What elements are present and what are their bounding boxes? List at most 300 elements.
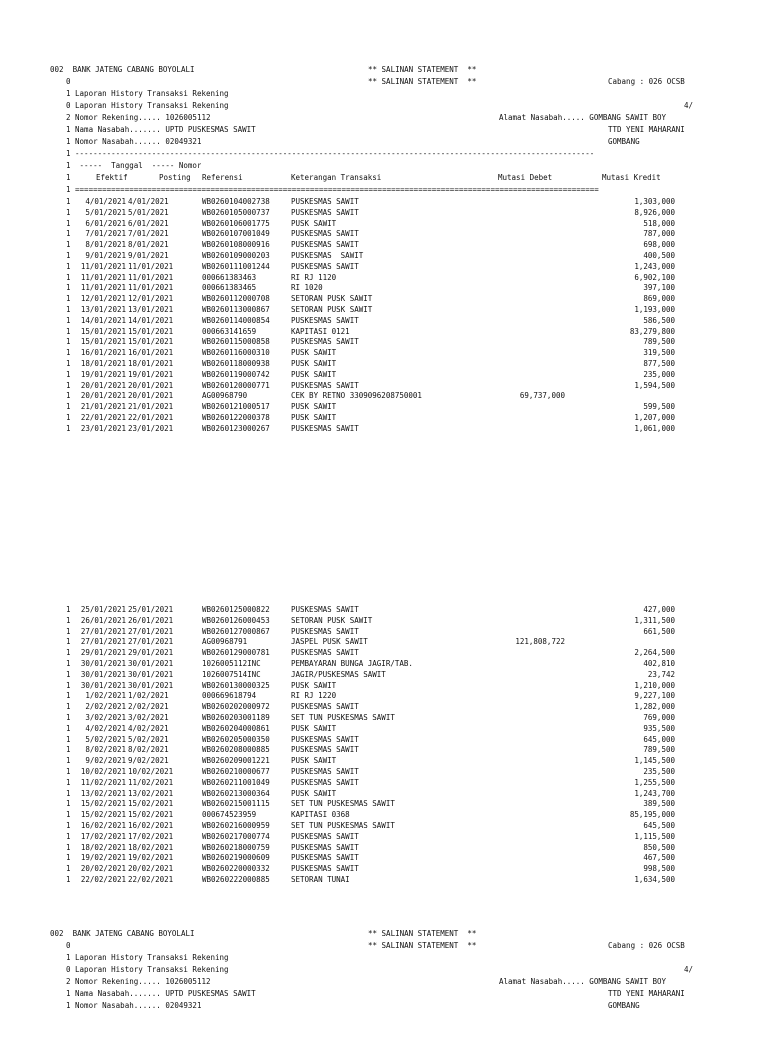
row-flag: 1 bbox=[66, 337, 71, 347]
effective-date: 30/01/2021 bbox=[80, 680, 126, 690]
row-flag: 1 bbox=[66, 767, 71, 776]
credit-amount: 6,902,100 bbox=[634, 272, 675, 282]
posting-date: 26/01/2021 bbox=[128, 615, 174, 625]
effective-date: 1/02/2021 bbox=[85, 691, 126, 701]
transaction-description: SETORAN PUSK SAWIT bbox=[291, 294, 373, 304]
credit-amount: 1,061,000 bbox=[634, 423, 675, 433]
effective-date: 5/02/2021 bbox=[85, 734, 126, 744]
reference-number: WB0260217000774 bbox=[202, 831, 270, 841]
credit-amount: 586,500 bbox=[643, 315, 675, 325]
salinan-statement: ** SALINAN STATEMENT ** bbox=[368, 941, 477, 950]
transaction-description: PUSK SAWIT bbox=[291, 413, 337, 422]
posting-date: 7/01/2021 bbox=[128, 229, 169, 239]
posting-date: 2/02/2021 bbox=[128, 702, 169, 712]
reference-number: WB0260210000677 bbox=[202, 767, 270, 776]
reference-number: WB0260121000517 bbox=[202, 402, 270, 412]
row-flag: 1 bbox=[66, 669, 71, 679]
credit-amount: 869,000 bbox=[643, 294, 675, 304]
reference-number: WB0260120000771 bbox=[202, 380, 270, 390]
transaction-description: PUSKESMAS SAWIT bbox=[291, 423, 359, 433]
posting-date: 14/01/2021 bbox=[128, 315, 174, 325]
transaction-description: PUSKESMAS SAWIT bbox=[291, 831, 359, 841]
reference-number: AG00968791 bbox=[202, 637, 248, 647]
posting-date: 22/01/2021 bbox=[128, 413, 174, 422]
transaction-description: KAPITASI 0368 bbox=[291, 810, 350, 820]
credit-amount: 998,500 bbox=[643, 864, 675, 874]
credit-amount: 1,282,000 bbox=[634, 702, 675, 712]
reference-number: WB0260129000781 bbox=[202, 648, 270, 658]
reference-number: AG00968790 bbox=[202, 391, 248, 401]
transaction-description: PEMBAYARAN BUNGA JAGIR/TAB. bbox=[291, 659, 413, 668]
reference-number: WB0260108000916 bbox=[202, 240, 270, 250]
transaction-description: PUSKESMAS SAWIT bbox=[291, 240, 359, 250]
reference-number: WB0260104002738 bbox=[202, 197, 270, 206]
effective-date: 4/01/2021 bbox=[85, 197, 126, 206]
effective-date: 14/01/2021 bbox=[80, 315, 126, 325]
effective-date: 15/02/2021 bbox=[80, 810, 126, 820]
posting-date: 17/02/2021 bbox=[128, 831, 174, 841]
credit-amount: 698,000 bbox=[643, 240, 675, 250]
row-flag: 1 bbox=[66, 637, 71, 647]
transaction-description: PUSK SAWIT bbox=[291, 680, 337, 690]
posting-date: 30/01/2021 bbox=[128, 680, 174, 690]
cabang-label: Cabang : 026 OCSB bbox=[608, 941, 685, 950]
posting-date: 19/02/2021 bbox=[128, 853, 174, 863]
effective-date: 16/01/2021 bbox=[80, 348, 126, 358]
credit-amount: 397,100 bbox=[643, 283, 675, 293]
credit-amount: 1,303,000 bbox=[634, 197, 675, 206]
credit-amount: 789,500 bbox=[643, 745, 675, 755]
posting-date: 8/01/2021 bbox=[128, 240, 169, 250]
column-header-debet: Mutasi Debet bbox=[498, 173, 553, 182]
effective-date: 12/01/2021 bbox=[80, 294, 126, 304]
effective-date: 13/01/2021 bbox=[80, 305, 126, 314]
credit-amount: 83,279,800 bbox=[629, 326, 675, 336]
row-flag: 1 bbox=[66, 402, 71, 412]
posting-date: 11/01/2021 bbox=[128, 283, 174, 293]
effective-date: 21/01/2021 bbox=[80, 402, 126, 412]
transaction-description: PUSK SAWIT bbox=[291, 218, 337, 228]
report-title: 0 Laporan History Transaksi Rekening bbox=[66, 101, 229, 110]
transaction-description: PUSK SAWIT bbox=[291, 723, 337, 733]
effective-date: 20/02/2021 bbox=[80, 864, 126, 874]
credit-amount: 518,000 bbox=[643, 218, 675, 228]
transaction-description: PUSK SAWIT bbox=[291, 348, 337, 358]
reference-number: 000661383465 bbox=[202, 283, 257, 293]
row-flag: 1 bbox=[66, 240, 71, 250]
effective-date: 30/01/2021 bbox=[80, 669, 126, 679]
posting-date: 1/02/2021 bbox=[128, 691, 169, 701]
credit-amount: 1,594,500 bbox=[634, 380, 675, 390]
row-flag: 1 bbox=[66, 369, 71, 379]
transaction-description: SET TUN PUSKESMAS SAWIT bbox=[291, 799, 395, 809]
page-number: 4/ bbox=[684, 965, 694, 974]
effective-date: 4/02/2021 bbox=[85, 723, 126, 733]
credit-amount: 645,500 bbox=[643, 821, 675, 830]
effective-date: 27/01/2021 bbox=[80, 637, 126, 647]
transaction-description: PUSKESMAS SAWIT bbox=[291, 702, 359, 712]
row-flag: 1 bbox=[66, 359, 71, 368]
transaction-description: JASPEL PUSK SAWIT bbox=[291, 637, 368, 647]
reference-number: 1026007514INC bbox=[202, 669, 261, 679]
transaction-description: SET TUN PUSKESMAS SAWIT bbox=[291, 821, 395, 830]
customer-address: Alamat Nasabah..... GOMBANG SAWIT BOY bbox=[499, 977, 667, 986]
effective-date: 17/02/2021 bbox=[80, 831, 126, 841]
effective-date: 18/02/2021 bbox=[80, 842, 126, 852]
credit-amount: 1,634,500 bbox=[634, 875, 675, 884]
row-flag: 1 bbox=[66, 756, 71, 766]
posting-date: 4/02/2021 bbox=[128, 723, 169, 733]
credit-amount: 402,810 bbox=[643, 659, 675, 668]
effective-date: 18/01/2021 bbox=[80, 359, 126, 368]
column-header-keterangan: Keterangan Transaksi bbox=[291, 173, 382, 182]
cabang-label: Cabang : 026 OCSB bbox=[608, 77, 685, 86]
row-flag: 1 bbox=[66, 626, 71, 636]
posting-date: 23/01/2021 bbox=[128, 423, 174, 433]
row-flag: 1 bbox=[66, 294, 71, 304]
posting-date: 4/01/2021 bbox=[128, 197, 169, 206]
report-title: 0 Laporan History Transaksi Rekening bbox=[66, 965, 229, 974]
credit-amount: 1,255,500 bbox=[634, 777, 675, 787]
credit-amount: 769,000 bbox=[643, 713, 675, 722]
effective-date: 26/01/2021 bbox=[80, 615, 126, 625]
reference-number: WB0260126000453 bbox=[202, 615, 270, 625]
salinan-statement: ** SALINAN STATEMENT ** bbox=[368, 65, 477, 74]
row-flag: 1 bbox=[66, 348, 71, 358]
effective-date: 25/01/2021 bbox=[80, 605, 126, 614]
reference-number: 000661383463 bbox=[202, 272, 257, 282]
effective-date: 29/01/2021 bbox=[80, 648, 126, 658]
credit-amount: 23,742 bbox=[647, 669, 675, 679]
reference-number: 000663141659 bbox=[202, 326, 257, 336]
row-flag: 1 bbox=[66, 734, 71, 744]
reference-number: WB0260116000310 bbox=[202, 348, 270, 358]
effective-date: 3/02/2021 bbox=[85, 713, 126, 722]
transaction-description: PUSK SAWIT bbox=[291, 756, 337, 766]
reference-number: WB0260114000854 bbox=[202, 315, 270, 325]
transaction-description: PUSKESMAS SAWIT bbox=[291, 648, 359, 658]
debit-amount: 69,737,000 bbox=[519, 391, 565, 401]
posting-date: 9/01/2021 bbox=[128, 251, 169, 260]
row-flag: 1 bbox=[66, 745, 71, 755]
transaction-description: PUSK SAWIT bbox=[291, 369, 337, 379]
effective-date: 22/02/2021 bbox=[80, 875, 126, 884]
posting-date: 10/02/2021 bbox=[128, 767, 174, 776]
reference-number: WB0260112000708 bbox=[202, 294, 270, 304]
transaction-description: SET TUN PUSKESMAS SAWIT bbox=[291, 713, 395, 722]
effective-date: 6/01/2021 bbox=[85, 218, 126, 228]
credit-amount: 8,926,000 bbox=[634, 207, 675, 217]
row-flag: 1 bbox=[66, 605, 71, 614]
row-flag: 1 bbox=[66, 875, 71, 884]
posting-date: 18/02/2021 bbox=[128, 842, 174, 852]
posting-date: 3/02/2021 bbox=[128, 713, 169, 722]
row-flag: 1 bbox=[66, 272, 71, 282]
row-flag: 1 bbox=[66, 777, 71, 787]
transaction-description: PUSKESMAS SAWIT bbox=[291, 777, 359, 787]
effective-date: 30/01/2021 bbox=[80, 659, 126, 668]
transaction-description: PUSKESMAS SAWIT bbox=[291, 626, 359, 636]
effective-date: 8/02/2021 bbox=[85, 745, 126, 755]
posting-date: 5/01/2021 bbox=[128, 207, 169, 217]
reference-number: WB0260220000332 bbox=[202, 864, 270, 874]
reference-number: WB0260222000885 bbox=[202, 875, 270, 884]
reference-number: WB0260115000858 bbox=[202, 337, 270, 347]
transaction-description: PUSKESMAS SAWIT bbox=[291, 315, 359, 325]
credit-amount: 1,115,500 bbox=[634, 831, 675, 841]
row-flag: 1 bbox=[66, 218, 71, 228]
effective-date: 19/01/2021 bbox=[80, 369, 126, 379]
debit-amount: 121,808,722 bbox=[515, 637, 565, 647]
reference-number: WB0260216000959 bbox=[202, 821, 270, 830]
posting-date: 6/01/2021 bbox=[128, 218, 169, 228]
transaction-description: PUSK SAWIT bbox=[291, 788, 337, 798]
posting-date: 16/02/2021 bbox=[128, 821, 174, 830]
row-flag: 1 bbox=[66, 380, 71, 390]
customer-name: 1 Nama Nasabah....... UPTD PUSKESMAS SAWIT bbox=[66, 125, 256, 134]
reference-number: 1026005112INC bbox=[202, 659, 261, 668]
reference-number: WB0260203001189 bbox=[202, 713, 270, 722]
account-number: 2 Nomor Rekening..... 1026005112 bbox=[66, 113, 211, 122]
reference-number: WB0260213000364 bbox=[202, 788, 270, 798]
signatory: TTD YENI MAHARANI bbox=[608, 125, 685, 134]
effective-date: 7/01/2021 bbox=[85, 229, 126, 239]
posting-date: 5/02/2021 bbox=[128, 734, 169, 744]
posting-date: 11/01/2021 bbox=[128, 272, 174, 282]
effective-date: 11/01/2021 bbox=[80, 261, 126, 271]
posting-date: 25/01/2021 bbox=[128, 605, 174, 614]
row-flag: 1 bbox=[66, 648, 71, 658]
row-flag: 1 bbox=[66, 691, 71, 701]
row-flag: 1 bbox=[66, 810, 71, 820]
row-flag: 1 bbox=[66, 283, 71, 293]
transaction-description: PUSKESMAS SAWIT bbox=[291, 337, 359, 347]
reference-number: WB0260130000325 bbox=[202, 680, 270, 690]
transaction-description: PUSKESMAS SAWIT bbox=[291, 251, 364, 260]
salinan-statement: ** SALINAN STATEMENT ** bbox=[368, 929, 477, 938]
row-flag: 1 bbox=[66, 315, 71, 325]
effective-date: 20/01/2021 bbox=[80, 380, 126, 390]
credit-amount: 427,000 bbox=[643, 605, 675, 614]
transaction-description: PUSKESMAS SAWIT bbox=[291, 767, 359, 776]
row-flag: 1 bbox=[66, 702, 71, 712]
transaction-description: PUSKESMAS SAWIT bbox=[291, 207, 359, 217]
row-flag: 1 bbox=[66, 615, 71, 625]
credit-amount: 319,500 bbox=[643, 348, 675, 358]
reference-number: WB0260106001775 bbox=[202, 218, 270, 228]
transaction-description: PUSKESMAS SAWIT bbox=[291, 380, 359, 390]
reference-number: WB0260122000378 bbox=[202, 413, 270, 422]
posting-date: 18/01/2021 bbox=[128, 359, 174, 368]
salinan-statement: ** SALINAN STATEMENT ** bbox=[368, 77, 477, 86]
header-flag: 0 bbox=[66, 77, 71, 86]
bank-name: 002 BANK JATENG CABANG BOYOLALI bbox=[50, 929, 195, 938]
column-header-kredit: Mutasi Kredit bbox=[602, 173, 661, 182]
row-flag: 1 bbox=[66, 821, 71, 830]
row-flag: 1 bbox=[66, 229, 71, 239]
column-header-posting: Posting bbox=[159, 173, 191, 182]
transaction-description: CEK BY RETNO 3309096208750001 bbox=[291, 391, 422, 401]
reference-number: 000674523959 bbox=[202, 810, 257, 820]
customer-number: 1 Nomor Nasabah...... 02049321 bbox=[66, 1001, 202, 1010]
posting-date: 20/02/2021 bbox=[128, 864, 174, 874]
row-flag: 1 bbox=[66, 251, 71, 260]
transaction-description: PUSKESMAS SAWIT bbox=[291, 745, 359, 755]
column-header-flag: 1 bbox=[66, 173, 71, 182]
row-flag: 1 bbox=[66, 423, 71, 433]
page-number: 4/ bbox=[684, 101, 694, 110]
row-flag: 1 bbox=[66, 305, 71, 314]
row-flag: 1 bbox=[66, 713, 71, 722]
row-flag: 1 bbox=[66, 788, 71, 798]
reference-number: WB0260218000759 bbox=[202, 842, 270, 852]
credit-amount: 645,000 bbox=[643, 734, 675, 744]
transaction-description: PUSKESMAS SAWIT bbox=[291, 605, 359, 614]
reference-number: WB0260123000267 bbox=[202, 423, 270, 433]
posting-date: 27/01/2021 bbox=[128, 626, 174, 636]
credit-amount: 235,000 bbox=[643, 369, 675, 379]
transaction-description: PUSK SAWIT bbox=[291, 359, 337, 368]
transaction-description: PUSKESMAS SAWIT bbox=[291, 864, 359, 874]
effective-date: 13/02/2021 bbox=[80, 788, 126, 798]
location: GOMBANG bbox=[608, 1001, 640, 1010]
reference-number: WB0260105000737 bbox=[202, 207, 270, 217]
credit-amount: 877,500 bbox=[643, 359, 675, 368]
transaction-description: PUSKESMAS SAWIT bbox=[291, 734, 359, 744]
credit-amount: 599,500 bbox=[643, 402, 675, 412]
reference-number: WB0260204000861 bbox=[202, 723, 270, 733]
transaction-description: PUSKESMAS SAWIT bbox=[291, 229, 359, 239]
transaction-description: PUSKESMAS SAWIT bbox=[291, 842, 359, 852]
transaction-description: PUSK SAWIT bbox=[291, 402, 337, 412]
credit-amount: 1,243,700 bbox=[634, 788, 675, 798]
row-flag: 1 bbox=[66, 842, 71, 852]
credit-amount: 789,500 bbox=[643, 337, 675, 347]
posting-date: 19/01/2021 bbox=[128, 369, 174, 379]
posting-date: 12/01/2021 bbox=[128, 294, 174, 304]
posting-date: 13/02/2021 bbox=[128, 788, 174, 798]
reference-number: WB0260109000203 bbox=[202, 251, 270, 260]
posting-date: 11/01/2021 bbox=[128, 261, 174, 271]
posting-date: 30/01/2021 bbox=[128, 669, 174, 679]
credit-amount: 1,311,500 bbox=[634, 615, 675, 625]
credit-amount: 1,243,000 bbox=[634, 261, 675, 271]
posting-date: 8/02/2021 bbox=[128, 745, 169, 755]
row-flag: 1 bbox=[66, 659, 71, 668]
customer-name: 1 Nama Nasabah....... UPTD PUSKESMAS SAWIT bbox=[66, 989, 256, 998]
reference-number: WB0260119000742 bbox=[202, 369, 270, 379]
effective-date: 23/01/2021 bbox=[80, 423, 126, 433]
credit-amount: 235,500 bbox=[643, 767, 675, 776]
effective-date: 15/02/2021 bbox=[80, 799, 126, 809]
reference-number: WB0260107001049 bbox=[202, 229, 270, 239]
transaction-description: JAGIR/PUSKESMAS SAWIT bbox=[291, 669, 386, 679]
effective-date: 11/01/2021 bbox=[80, 283, 126, 293]
posting-date: 21/01/2021 bbox=[128, 402, 174, 412]
row-flag: 1 bbox=[66, 831, 71, 841]
reference-number: WB0260211001049 bbox=[202, 777, 270, 787]
credit-amount: 850,500 bbox=[643, 842, 675, 852]
effective-date: 22/01/2021 bbox=[80, 413, 126, 422]
row-flag: 1 bbox=[66, 261, 71, 271]
transaction-description: SETORAN PUSK SAWIT bbox=[291, 305, 373, 314]
credit-amount: 1,145,500 bbox=[634, 756, 675, 766]
transaction-description: RI 1020 bbox=[291, 283, 323, 293]
posting-date: 29/01/2021 bbox=[128, 648, 174, 658]
credit-amount: 9,227,100 bbox=[634, 691, 675, 701]
posting-date: 27/01/2021 bbox=[128, 637, 174, 647]
effective-date: 16/02/2021 bbox=[80, 821, 126, 830]
effective-date: 5/01/2021 bbox=[85, 207, 126, 217]
effective-date: 11/02/2021 bbox=[80, 777, 126, 787]
effective-date: 10/02/2021 bbox=[80, 767, 126, 776]
posting-date: 11/02/2021 bbox=[128, 777, 174, 787]
row-flag: 1 bbox=[66, 853, 71, 863]
effective-date: 15/01/2021 bbox=[80, 326, 126, 336]
credit-amount: 2,264,500 bbox=[634, 648, 675, 658]
posting-date: 22/02/2021 bbox=[128, 875, 174, 884]
effective-date: 2/02/2021 bbox=[85, 702, 126, 712]
credit-amount: 1,210,000 bbox=[634, 680, 675, 690]
location: GOMBANG bbox=[608, 137, 640, 146]
effective-date: 20/01/2021 bbox=[80, 391, 126, 401]
posting-date: 15/02/2021 bbox=[128, 810, 174, 820]
row-flag: 1 bbox=[66, 207, 71, 217]
posting-date: 15/01/2021 bbox=[128, 337, 174, 347]
bank-name: 002 BANK JATENG CABANG BOYOLALI bbox=[50, 65, 195, 74]
effective-date: 11/01/2021 bbox=[80, 272, 126, 282]
posting-date: 9/02/2021 bbox=[128, 756, 169, 766]
table-row bbox=[0, 874, 768, 886]
report-title: 1 Laporan History Transaksi Rekening bbox=[66, 89, 229, 98]
reference-number: WB0260125000822 bbox=[202, 605, 270, 614]
transaction-description: KAPITASI 0121 bbox=[291, 326, 350, 336]
posting-date: 20/01/2021 bbox=[128, 391, 174, 401]
reference-number: WB0260111001244 bbox=[202, 261, 270, 271]
signatory: TTD YENI MAHARANI bbox=[608, 989, 685, 998]
transaction-description: PUSKESMAS SAWIT bbox=[291, 853, 359, 863]
customer-address: Alamat Nasabah..... GOMBANG SAWIT BOY bbox=[499, 113, 667, 122]
credit-amount: 1,207,000 bbox=[634, 413, 675, 422]
customer-number: 1 Nomor Nasabah...... 02049321 bbox=[66, 137, 202, 146]
reference-number: WB0260127000867 bbox=[202, 626, 270, 636]
posting-date: 15/02/2021 bbox=[128, 799, 174, 809]
posting-date: 13/01/2021 bbox=[128, 305, 174, 314]
credit-amount: 787,000 bbox=[643, 229, 675, 239]
credit-amount: 661,500 bbox=[643, 626, 675, 636]
posting-date: 20/01/2021 bbox=[128, 380, 174, 390]
transaction-description: RI RJ 1220 bbox=[291, 691, 337, 701]
reference-number: 000669618794 bbox=[202, 691, 257, 701]
reference-number: WB0260205000350 bbox=[202, 734, 270, 744]
transaction-description: PUSKESMAS SAWIT bbox=[291, 261, 359, 271]
credit-amount: 935,500 bbox=[643, 723, 675, 733]
account-number: 2 Nomor Rekening..... 1026005112 bbox=[66, 977, 211, 986]
row-flag: 1 bbox=[66, 799, 71, 809]
transaction-description: SETORAN PUSK SAWIT bbox=[291, 615, 373, 625]
header-flag: 0 bbox=[66, 941, 71, 950]
credit-amount: 389,500 bbox=[643, 799, 675, 809]
reference-number: WB0260208000885 bbox=[202, 745, 270, 755]
row-flag: 1 bbox=[66, 680, 71, 690]
effective-date: 27/01/2021 bbox=[80, 626, 126, 636]
effective-date: 9/02/2021 bbox=[85, 756, 126, 766]
reference-number: WB0260209001221 bbox=[202, 756, 270, 766]
double-rule: 1 ==================================================================================================================== bbox=[66, 185, 599, 194]
reference-number: WB0260118000938 bbox=[202, 359, 270, 368]
column-header-efektif: Efektif bbox=[96, 173, 128, 182]
table-row bbox=[0, 423, 768, 435]
